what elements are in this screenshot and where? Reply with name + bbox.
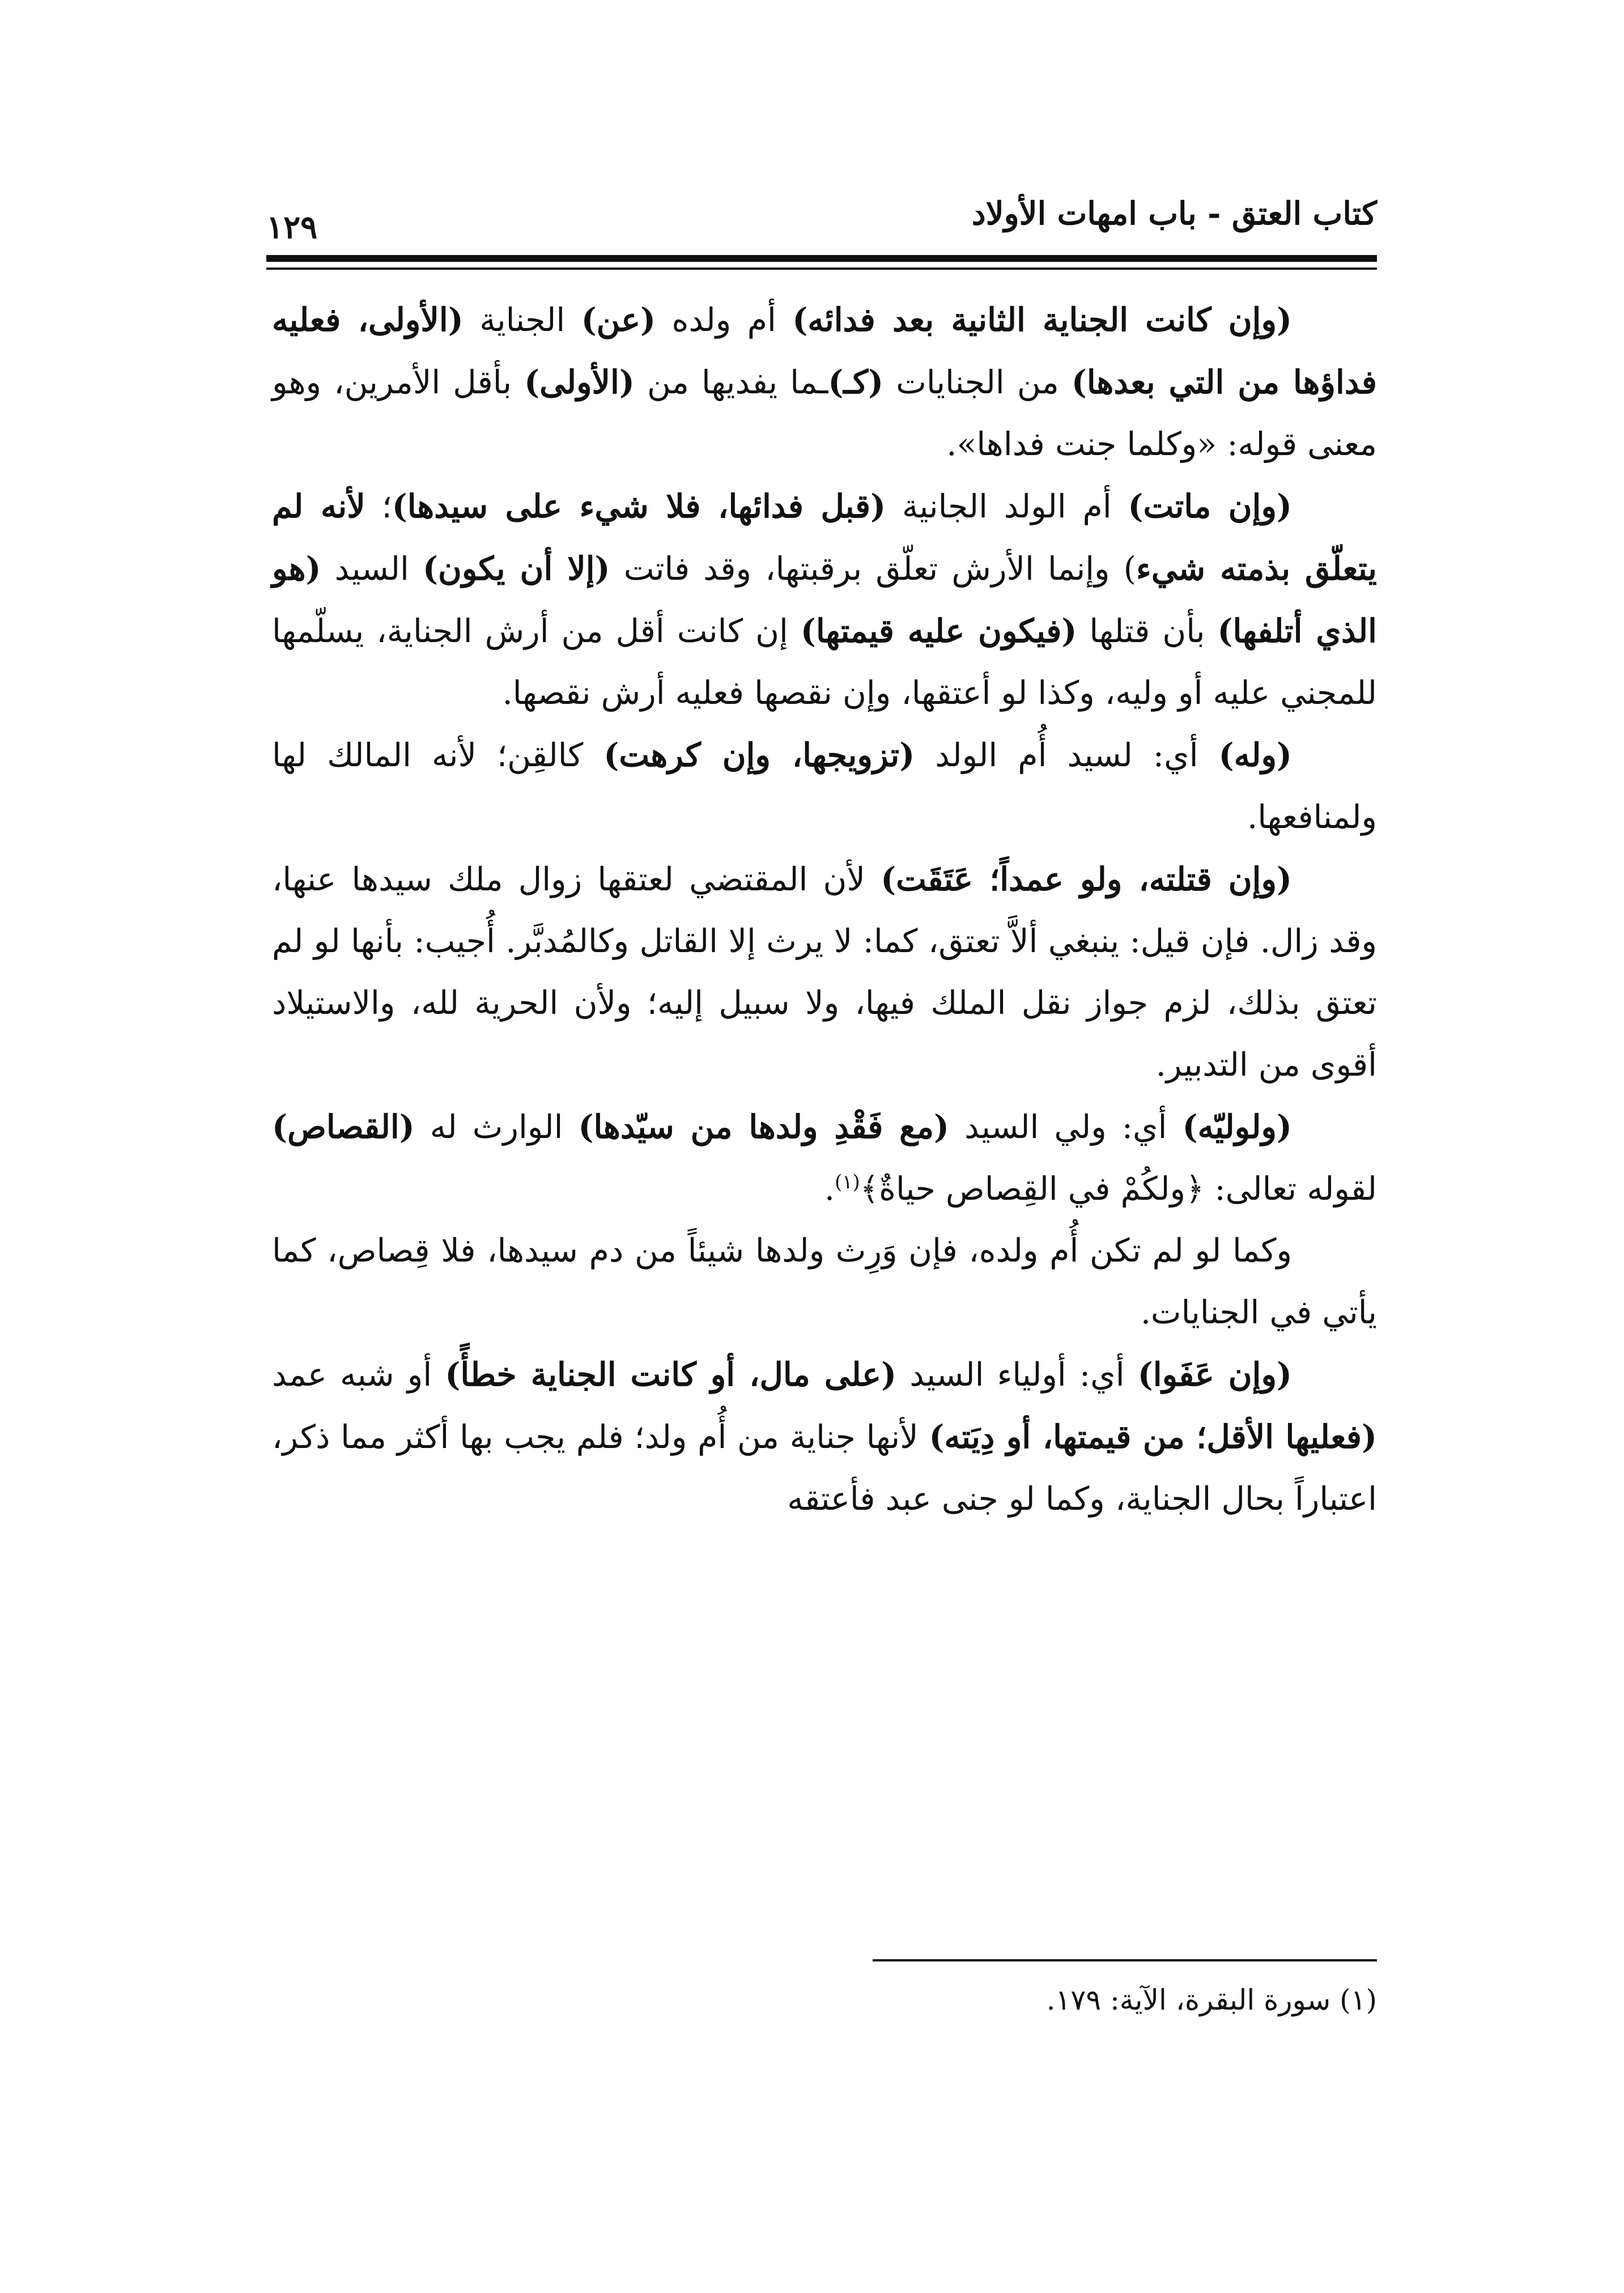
text-run: من الجنايات xyxy=(883,364,1072,401)
text-run: أي: ولي السيد xyxy=(949,1109,1183,1146)
text-run: أي: لسيد أُم الولد xyxy=(915,737,1219,774)
text-run: أي: أولياء السيد xyxy=(896,1356,1138,1394)
bold-text-run: (وله) xyxy=(1218,736,1293,774)
paragraph xyxy=(272,1344,1377,1530)
bold-text-run: لأنه لم يتعلّق بذمته شيء xyxy=(272,487,1377,588)
paragraph xyxy=(272,1096,1377,1220)
chapter-title: كتاب العتق - باب امهات الأولاد xyxy=(971,195,1377,232)
text-run: ـما يفديها من xyxy=(634,364,828,401)
bold-text-run: (الأولى، فعليه فداؤها من التي بعدها) xyxy=(272,301,1378,401)
text-run: بأقل الأمرين، وهو معنى قوله: «وكلما جنت فداها». xyxy=(272,364,1377,463)
bold-text-run: (عن) xyxy=(581,301,656,339)
paragraph xyxy=(272,1220,1377,1344)
text-run: الوارث له xyxy=(414,1109,579,1146)
bold-text-run: (تزويجها، وإن كرهت) xyxy=(603,736,915,774)
text-run: لأن المقتضي لعتقها زوال ملك سيدها عنها، وقد زال. فإن قيل: ينبغي ألاَّ تعتق، كما: لا يرث إلا القاتل وكالمُدبَّر. أُجيب: بأنها لو لم تعتق بذلك، لزم جواز نقل الملك فيها، ولا سبيل إليه؛ ولأن الحرية لله، والاستيلاد أقوى من التدبير. xyxy=(272,861,1377,1084)
bold-text-run: (القصاص) xyxy=(272,1108,415,1146)
text-run: ؛ xyxy=(365,488,392,525)
text-run: إن كانت أقل من أرش الجناية، يسلّمها للمجني عليه أو وليه، وكذا لو أعتقها، وإن نقصها فعليه أرش نقصها. xyxy=(272,613,1377,712)
text-run: أم ولده xyxy=(656,302,793,339)
bold-text-run: (هو الذي أتلفها) xyxy=(272,550,1377,650)
running-header xyxy=(266,187,1377,249)
text-run: كالقِن؛ لأنه المالك لها ولمنافعها. xyxy=(272,737,1377,836)
bold-text-run: (وإن كانت الجناية الثانية بعد فدائه) xyxy=(792,301,1293,339)
bold-text-run: (وإن عَفَوا) xyxy=(1137,1356,1292,1394)
bold-text-run: (ولوليّه) xyxy=(1182,1108,1292,1146)
main-text xyxy=(272,289,1377,1530)
footnote: (١) سورة البقرة، الآية: ١٧٩. xyxy=(1046,1984,1377,2016)
bold-text-run: (كـ) xyxy=(828,363,884,401)
text-run: وكما لو لم تكن أُم ولده، فإن وَرِث ولدها شيئاً من دم سيدها، فلا قِصاص، كما يأتي في الجنايات. xyxy=(272,1232,1377,1331)
text-run: لقوله تعالى: ﴿ولكُمْ في القِصاص حياةٌ﴾ xyxy=(860,1170,1377,1208)
text-run: السيد xyxy=(321,550,423,588)
bold-text-run: (فيكون عليه قيمتها) xyxy=(800,612,1077,650)
text-run: ) وإنما الأرش تعلّق برقبتها، وقد فاتت xyxy=(610,550,1137,588)
header-rule-thick xyxy=(266,255,1377,262)
bold-text-run: (وإن قتلته، ولو عمداً؛ عَتَقَت) xyxy=(881,860,1292,898)
paragraph xyxy=(272,475,1377,724)
text-run: أم الولد الجانية xyxy=(886,488,1128,525)
bold-text-run: (مع فَقْدِ ولدها من سيّدها) xyxy=(578,1108,950,1146)
paragraph xyxy=(272,724,1377,848)
footnote-ref: (١) xyxy=(834,1171,860,1194)
bold-text-run: (على مال، أو كانت الجناية خطأً) xyxy=(445,1356,897,1394)
bold-text-run: (الأولى) xyxy=(524,363,635,401)
text-run: الجناية xyxy=(463,302,581,339)
page-number: ١٢٩ xyxy=(266,209,318,246)
paragraph xyxy=(272,848,1377,1096)
text-run: بأن قتلها xyxy=(1077,613,1218,650)
footnote-separator xyxy=(873,1959,1377,1961)
header-rule-thin xyxy=(266,267,1377,270)
text-run: . xyxy=(824,1170,835,1208)
bold-text-run: (قبل فدائها، فلا شيء على سيدها) xyxy=(392,487,886,525)
paragraph xyxy=(272,289,1377,475)
bold-text-run: (إلا أن يكون) xyxy=(423,550,610,588)
bold-text-run: (وإن ماتت) xyxy=(1128,487,1292,525)
bold-text-run: (فعليها الأقل؛ من قيمتها، أو دِيَته) xyxy=(929,1418,1377,1456)
text-run: لأنها جناية من أُم ولد؛ فلم يجب بها أكثر مما ذكر، اعتباراً بحال الجناية، وكما لو جنى عبد فأعتقه xyxy=(272,1419,1377,1518)
text-run: أو شبه عمد xyxy=(272,1356,445,1394)
